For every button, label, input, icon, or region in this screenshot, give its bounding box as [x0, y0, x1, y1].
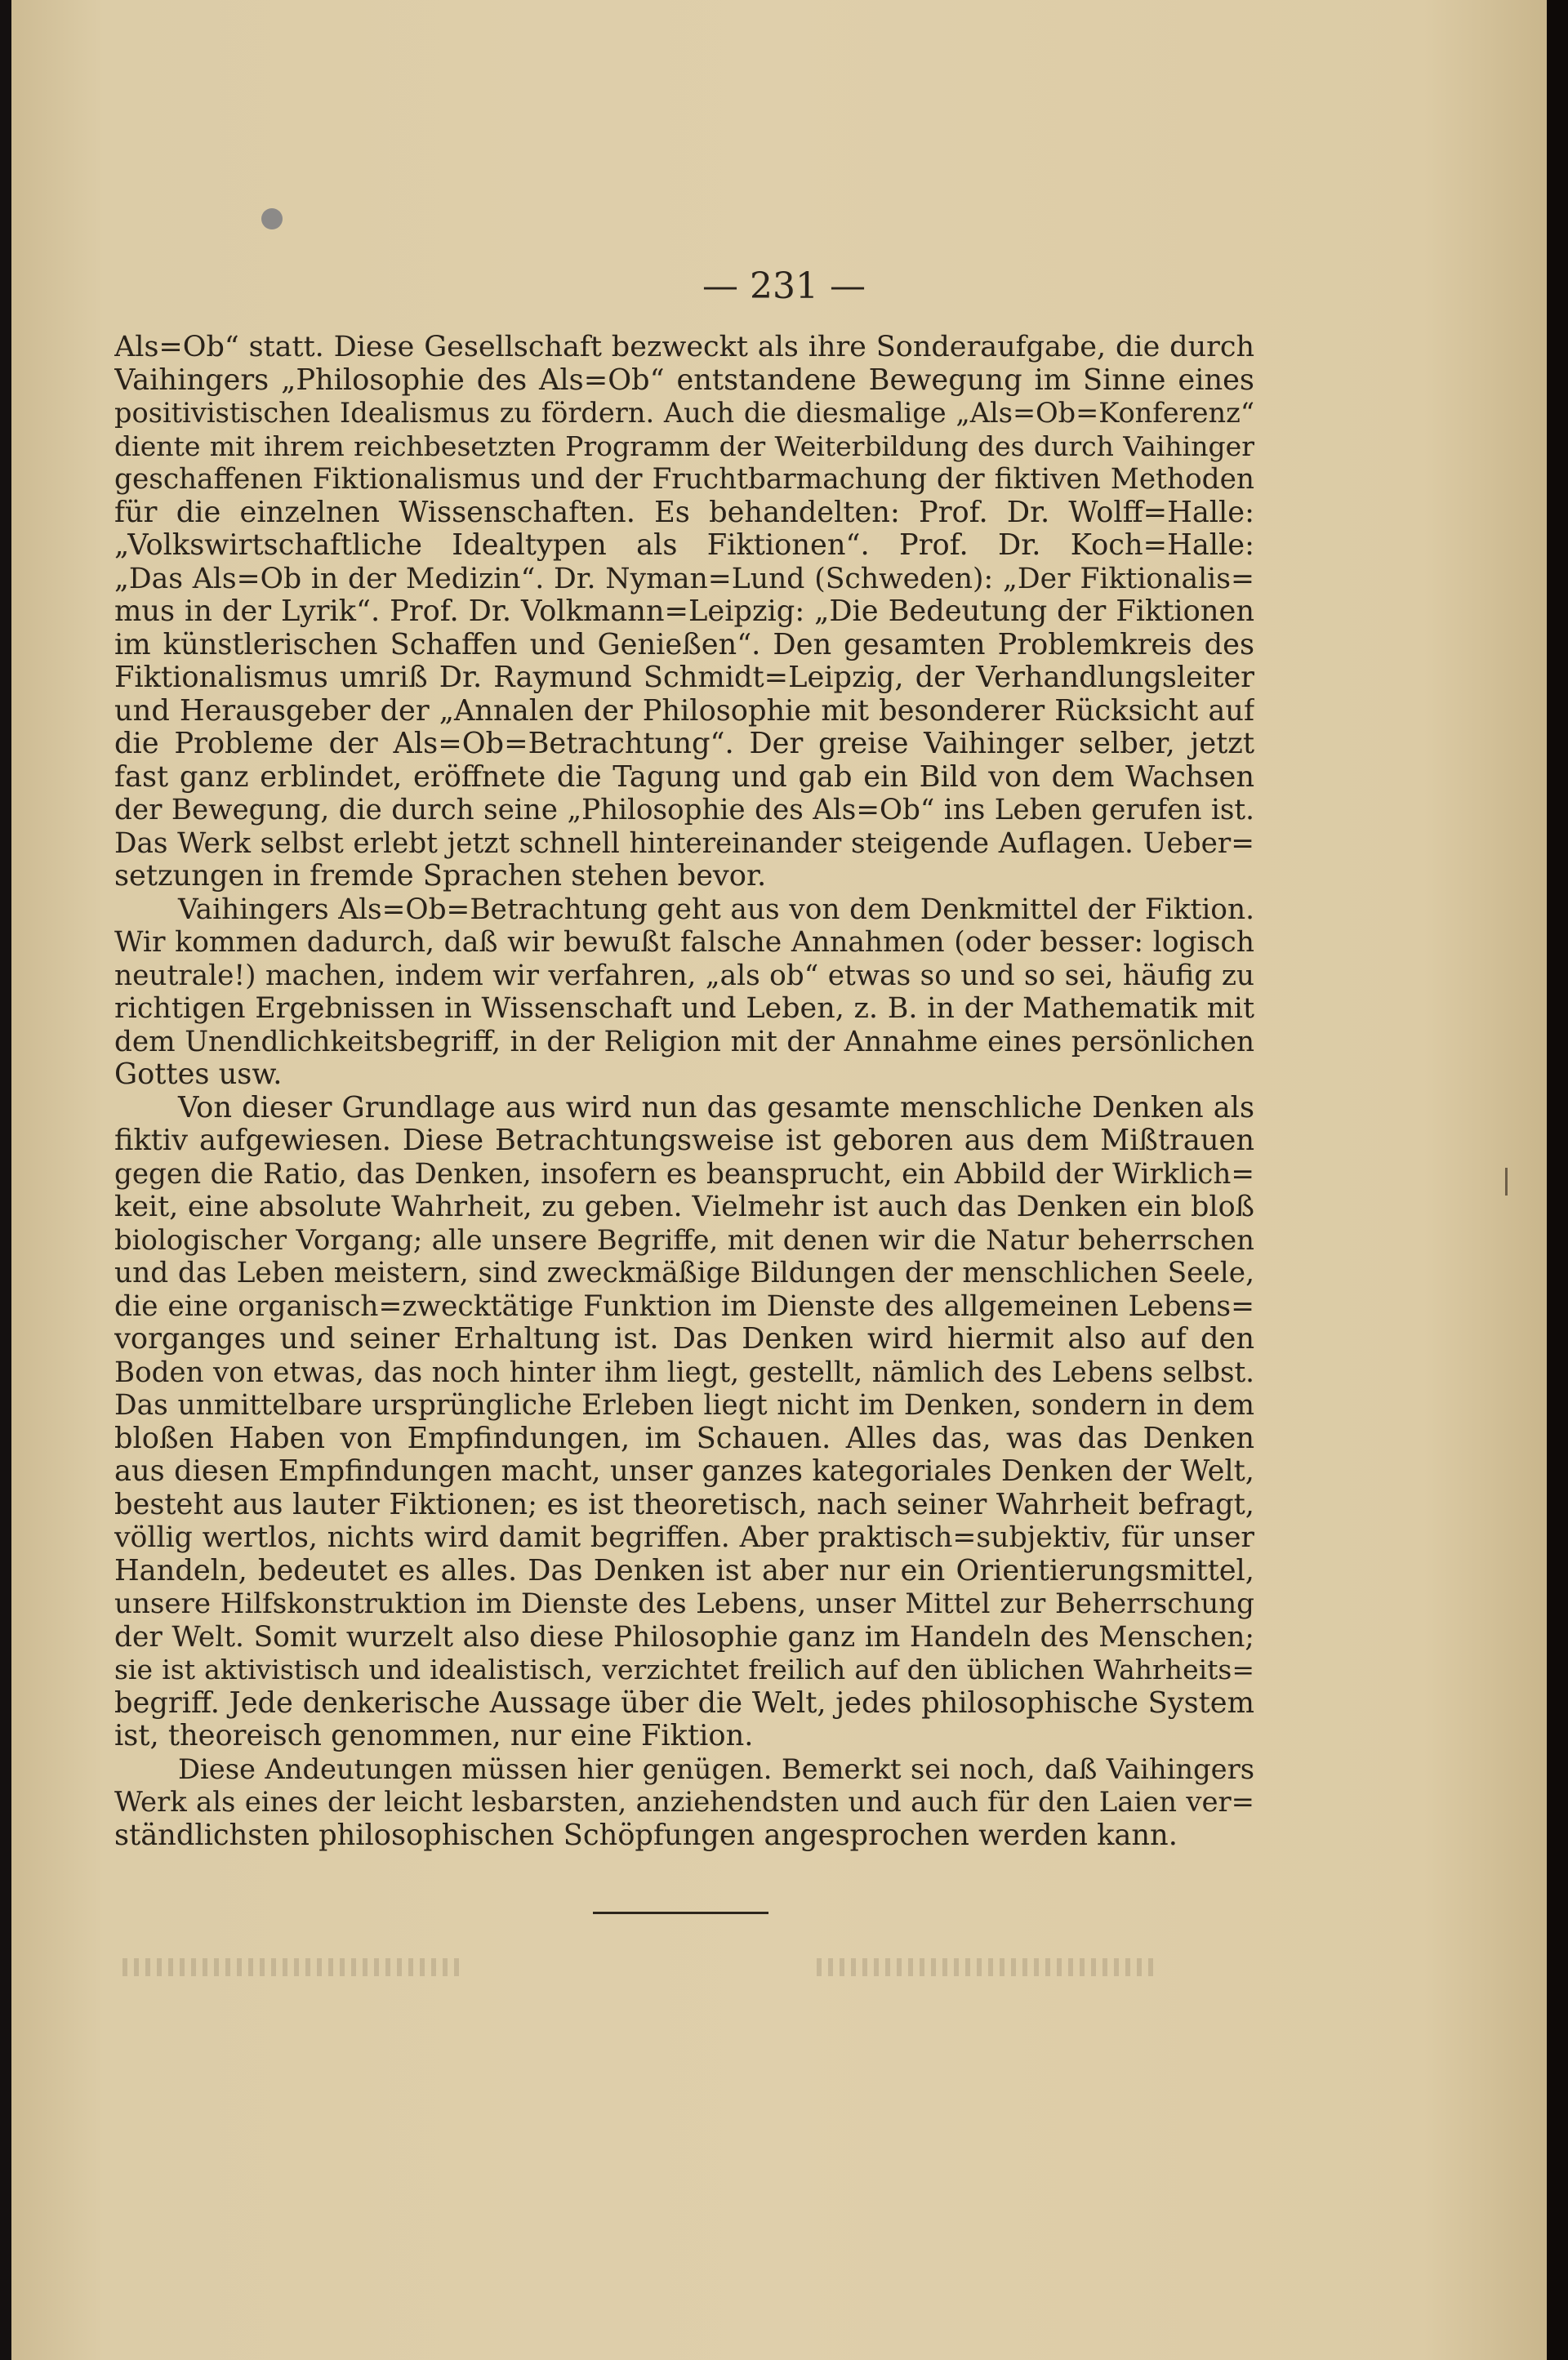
- text-line: Vaihingers „Philosophie des Als=Ob“ entstandene Bewegung im Sinne eines: [114, 363, 1254, 397]
- punch-hole-mark: [261, 208, 283, 229]
- end-rule: [593, 1912, 768, 1914]
- text-line: und das Leben meistern, sind zweckmäßige Bildungen der menschlichen Seele,: [114, 1257, 1254, 1289]
- text-line: für die einzelnen Wissenschaften. Es behandelten: Prof. Dr. Wolff=Halle:: [114, 496, 1254, 529]
- text-line: völlig wertlos, nichts wird damit begriffen. Aber praktisch=subjektiv, für unser: [114, 1521, 1254, 1554]
- text-line: Von dieser Grundlage aus wird nun das gesamte menschliche Denken als: [178, 1091, 1254, 1124]
- bleed-through-right: [817, 1958, 1160, 1976]
- text-line: fast ganz erblindet, eröffnete die Tagung und gab ein Bild von dem Wachsen: [114, 760, 1254, 794]
- text-line: die Probleme der Als=Ob=Betrachtung“. Der greise Vaihinger selber, jetzt: [114, 728, 1254, 760]
- text-line: setzungen in fremde Sprachen stehen bevor.: [114, 860, 767, 893]
- text-line: neutrale!) machen, indem wir verfahren, „als ob“ etwas so und so sei, häufig zu: [114, 959, 1254, 992]
- text-line: Wir kommen dadurch, daß wir bewußt falsche Annahmen (oder besser: logisch: [114, 926, 1254, 959]
- text-line: Das unmittelbare ursprüngliche Erleben liegt nicht im Denken, sondern in dem: [114, 1389, 1254, 1422]
- text-line: Als=Ob“ statt. Diese Gesellschaft bezweckt als ihre Sonderaufgabe, die durch: [114, 331, 1254, 363]
- text-line: „Das Als=Ob in der Medizin“. Dr. Nyman=Lund (Schweden): „Der Fiktionalis=: [114, 562, 1254, 595]
- text-line: Das Werk selbst erlebt jetzt schnell hintereinander steigende Auflagen. Ueber=: [114, 826, 1254, 860]
- text-line: Boden von etwas, das noch hinter ihm liegt, gestellt, nämlich des Lebens selbst.: [114, 1356, 1254, 1389]
- margin-mark: [1505, 1168, 1508, 1196]
- text-line: Handeln, bedeutet es alles. Das Denken ist aber nur ein Orientierungsmittel,: [114, 1554, 1254, 1587]
- text-line: vorganges und seiner Erhaltung ist. Das Denken wird hiermit also auf den: [114, 1323, 1254, 1356]
- text-line: keit, eine absolute Wahrheit, zu geben. Vielmehr ist auch das Denken ein bloß: [114, 1191, 1254, 1223]
- page-edge-shadow: [1548, 0, 1568, 2360]
- text-line: dem Unendlichkeitsbegriff, in der Religion mit der Annahme eines persönlichen: [114, 1025, 1254, 1058]
- text-line: Werk als eines der leicht lesbarsten, anziehendsten und auch für den Laien ver=: [114, 1786, 1254, 1818]
- text-line: diente mit ihrem reichbesetzten Programm der Weiterbildung des durch Vaihinger: [114, 430, 1254, 462]
- text-line: und Herausgeber der „Annalen der Philosophie mit besonderer Rücksicht auf: [114, 694, 1254, 728]
- text-line: fiktiv aufgewiesen. Diese Betrachtungsweise ist geboren aus dem Mißtrauen: [114, 1124, 1254, 1157]
- text-line: unsere Hilfskonstruktion im Dienste des Lebens, unser Mittel zur Beherrschung: [114, 1587, 1254, 1620]
- bleed-through-left: [122, 1958, 466, 1976]
- page-number: — 231 —: [702, 265, 866, 307]
- text-line: Vaihingers Als=Ob=Betrachtung geht aus von dem Denkmittel der Fiktion.: [178, 893, 1254, 926]
- text-line: Fiktionalismus umriß Dr. Raymund Schmidt=Leipzig, der Verhandlungsleiter: [114, 661, 1254, 694]
- text-line: positivistischen Idealismus zu fördern. Auch die diesmalige „Als=Ob=Konferenz“: [114, 397, 1254, 429]
- text-line: besteht aus lauter Fiktionen; es ist theoretisch, nach seiner Wahrheit befragt,: [114, 1488, 1254, 1521]
- text-line: im künstlerischen Schaffen und Genießen“. Den gesamten Problemkreis des: [114, 628, 1254, 661]
- text-line: richtigen Ergebnissen in Wissenschaft und Leben, z. B. in der Mathematik mit: [114, 992, 1254, 1025]
- text-line: ist, theoreisch genommen, nur eine Fiktion.: [114, 1720, 754, 1752]
- text-line: Diese Andeutungen müssen hier genügen. Bemerkt sei noch, daß Vaihingers: [178, 1752, 1254, 1785]
- text-line: mus in der Lyrik“. Prof. Dr. Volkmann=Leipzig: „Die Bedeutung der Fiktionen: [114, 595, 1254, 628]
- text-line: Gottes usw.: [114, 1058, 283, 1091]
- text-line: geschaffenen Fiktionalismus und der Fruchtbarmachung der fiktiven Methoden: [114, 463, 1254, 496]
- text-line: bloßen Haben von Empfindungen, im Schauen. Alles das, was das Denken: [114, 1422, 1254, 1455]
- text-line: begriff. Jede denkerische Aussage über die Welt, jedes philosophische System: [114, 1686, 1254, 1720]
- text-line: der Bewegung, die durch seine „Philosophie des Als=Ob“ ins Leben gerufen ist.: [114, 794, 1254, 826]
- body-text: [114, 331, 1254, 1852]
- text-line: ständlichsten philosophischen Schöpfungen angesprochen werden kann.: [114, 1819, 1178, 1852]
- text-line: „Volkswirtschaftliche Idealtypen als Fiktionen“. Prof. Dr. Koch=Halle:: [114, 529, 1254, 562]
- text-line: biologischer Vorgang; alle unsere Begriffe, mit denen wir die Natur beherrschen: [114, 1223, 1254, 1256]
- text-line: aus diesen Empfindungen macht, unser ganzes kategoriales Denken der Welt,: [114, 1455, 1254, 1488]
- text-line: gegen die Ratio, das Denken, insofern es beansprucht, ein Abbild der Wirklich=: [114, 1157, 1254, 1191]
- text-line: sie ist aktivistisch und idealistisch, verzichtet freilich auf den üblichen Wahrheits=: [114, 1654, 1254, 1685]
- text-line: der Welt. Somit wurzelt also diese Philosophie ganz im Handeln des Menschen;: [114, 1620, 1254, 1654]
- text-line: die eine organisch=zwecktätige Funktion im Dienste des allgemeinen Lebens=: [114, 1289, 1254, 1323]
